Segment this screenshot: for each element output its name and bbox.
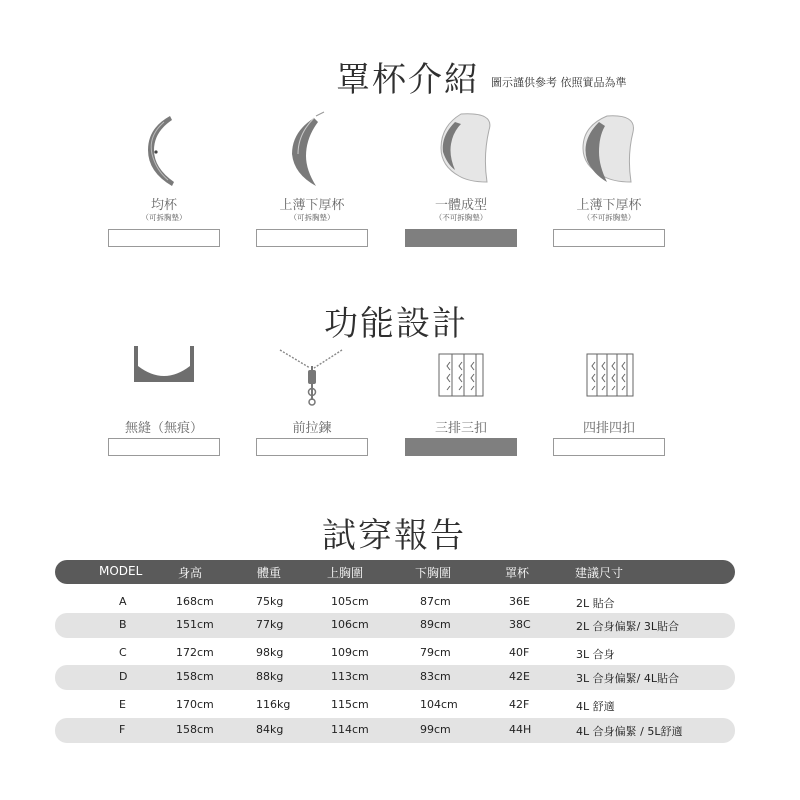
selection-box[interactable] [108, 438, 220, 456]
cell-upper-bust: 105cm [331, 595, 369, 608]
cell-height: 172cm [176, 646, 214, 659]
selection-box[interactable] [256, 229, 368, 247]
cell-upper-bust: 109cm [331, 646, 369, 659]
cup-section-title: 罩杯介紹 [336, 60, 480, 100]
selection-box-selected[interactable] [405, 438, 517, 456]
front-zipper-icon [256, 342, 368, 414]
cell-height: 158cm [176, 723, 214, 736]
cell-height: 170cm [176, 698, 214, 711]
cell-size: 4L 舒適 [576, 700, 615, 713]
cup-section-note: 圖示謹供參考 依照實品為準 [491, 76, 627, 89]
cell-size: 2L 合身偏緊/ 3L貼合 [576, 620, 679, 633]
cell-weight: 75kg [256, 595, 284, 608]
cell-under-bust: 79cm [420, 646, 451, 659]
cell-upper-bust: 113cm [331, 670, 369, 683]
column-header-model: MODEL [99, 564, 143, 578]
function-item-label: 四排四扣 [582, 421, 635, 436]
table-header [55, 560, 735, 584]
cell-model: E [119, 698, 126, 711]
cell-size: 2L 貼合 [576, 597, 615, 610]
column-header-upper-bust: 上胸圍 [327, 566, 364, 580]
table-row [55, 693, 735, 718]
cell-under-bust: 89cm [420, 618, 451, 631]
three-row-hook-icon [405, 342, 517, 414]
cell-size: 3L 合身 [576, 648, 615, 661]
cell-under-bust: 87cm [420, 595, 451, 608]
molded-cup-icon [405, 110, 517, 190]
cup-item-sub: （不可拆胸墊） [434, 213, 488, 222]
cup-item-sub: （不可拆胸墊） [582, 213, 636, 222]
cell-size: 3L 合身偏緊/ 4L貼合 [576, 672, 679, 685]
cell-under-bust: 99cm [420, 723, 451, 736]
even-cup-icon [108, 110, 220, 190]
table-row [55, 613, 735, 638]
column-header-height: 身高 [178, 566, 203, 580]
column-header-under-bust: 下胸圍 [415, 566, 452, 580]
cup-item-label: 上薄下厚杯 [279, 198, 345, 213]
cell-weight: 77kg [256, 618, 284, 631]
function-item-label: 前拉鍊 [292, 421, 332, 436]
selection-box[interactable] [256, 438, 368, 456]
cell-cup: 44H [509, 723, 532, 736]
cell-model: F [119, 723, 126, 736]
cell-cup: 38C [509, 618, 531, 631]
cell-under-bust: 83cm [420, 670, 451, 683]
function-section-title: 功能設計 [324, 304, 468, 344]
cell-upper-bust: 106cm [331, 618, 369, 631]
cell-cup: 40F [509, 646, 530, 659]
cell-model: B [119, 618, 127, 631]
selection-box[interactable] [553, 229, 665, 247]
function-item-label: 無縫（無痕） [124, 421, 203, 436]
table-row [55, 665, 735, 690]
cell-height: 151cm [176, 618, 214, 631]
cell-model: D [119, 670, 128, 683]
selection-box[interactable] [108, 229, 220, 247]
cup-item-sub: （可拆胸墊） [141, 213, 187, 222]
cell-height: 168cm [176, 595, 214, 608]
fixed-push-up-cup-icon [553, 110, 665, 190]
cell-cup: 42E [509, 670, 530, 683]
cup-item-label: 均杯 [150, 198, 177, 213]
cell-weight: 84kg [256, 723, 284, 736]
seamless-bra-icon [108, 342, 220, 414]
cell-cup: 36E [509, 595, 530, 608]
cell-weight: 98kg [256, 646, 284, 659]
cup-item-label: 上薄下厚杯 [576, 198, 642, 213]
column-header-cup: 罩杯 [505, 566, 530, 580]
table-row [55, 590, 735, 615]
cell-cup: 42F [509, 698, 530, 711]
push-up-cup-icon [256, 110, 368, 190]
cell-size: 4L 合身偏緊 / 5L舒適 [576, 725, 683, 738]
cell-weight: 88kg [256, 670, 284, 683]
report-section-title: 試穿報告 [322, 516, 466, 556]
cell-under-bust: 104cm [420, 698, 458, 711]
four-row-hook-icon [553, 342, 665, 414]
column-header-weight: 體重 [257, 566, 282, 580]
cell-weight: 116kg [256, 698, 291, 711]
selection-box-selected[interactable] [405, 229, 517, 247]
cell-upper-bust: 115cm [331, 698, 369, 711]
selection-box[interactable] [553, 438, 665, 456]
table-row [55, 641, 735, 666]
cell-model: C [119, 646, 127, 659]
function-item-label: 三排三扣 [434, 421, 487, 436]
cup-item-sub: （可拆胸墊） [289, 213, 335, 222]
cell-model: A [119, 595, 127, 608]
cell-upper-bust: 114cm [331, 723, 369, 736]
table-row [55, 718, 735, 743]
cup-item-label: 一體成型 [434, 198, 487, 213]
column-header-size: 建議尺寸 [575, 566, 624, 580]
cell-height: 158cm [176, 670, 214, 683]
